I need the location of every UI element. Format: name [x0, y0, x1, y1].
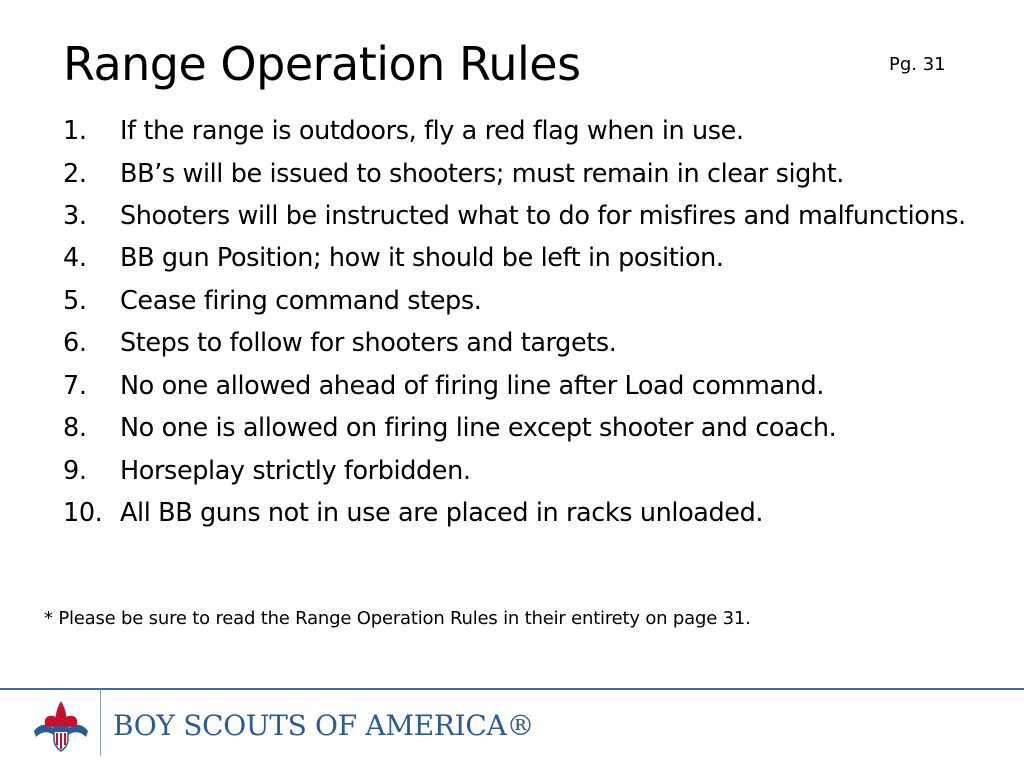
- rule-item: [63, 457, 983, 486]
- rule-text: Horseplay strictly forbidden.: [120, 455, 471, 486]
- rule-number: 4.: [63, 243, 87, 273]
- rule-item: [63, 117, 983, 146]
- rule-text: Cease firing command steps.: [120, 285, 482, 316]
- fleur-de-lis-emblem-icon: [30, 697, 92, 757]
- rule-text: BB gun Position; how it should be left in position.: [120, 243, 724, 273]
- rule-text: Shooters will be instructed what to do for misfires and malfunctions.: [120, 201, 966, 231]
- rule-number: 8.: [63, 413, 87, 443]
- rule-item: [63, 287, 983, 316]
- rule-number: 5.: [63, 285, 87, 316]
- brand-wordmark: BOY SCOUTS OF AMERICA®: [113, 709, 535, 742]
- rule-item: [63, 160, 983, 189]
- rule-item: [63, 202, 983, 231]
- rule-text: BB’s will be issued to shooters; must remain in clear sight.: [120, 158, 844, 189]
- footer-divider: [100, 690, 101, 756]
- rule-item: [63, 499, 983, 528]
- rule-text: No one is allowed on firing line except shooter and coach.: [120, 413, 837, 443]
- rule-number: 6.: [63, 328, 87, 358]
- footnote: * Please be sure to read the Range Operation Rules in their entirety on page 31.: [44, 608, 751, 629]
- rule-number: 2.: [63, 158, 87, 189]
- rule-text: If the range is outdoors, fly a red flag when in use.: [120, 116, 744, 146]
- rule-text: No one allowed ahead of firing line after Load command.: [120, 370, 824, 401]
- rule-number: 9.: [63, 455, 87, 486]
- rule-item: [63, 372, 983, 401]
- page-reference: Pg. 31: [889, 54, 946, 75]
- rule-number: 7.: [63, 370, 87, 401]
- rule-item: [63, 414, 983, 443]
- rule-item: [63, 329, 983, 358]
- footer-rule: [0, 688, 1024, 690]
- rules-list: [63, 117, 983, 542]
- rule-item: [63, 244, 983, 273]
- rule-text: Steps to follow for shooters and targets.: [120, 328, 617, 358]
- rule-number: 10.: [63, 498, 103, 528]
- rule-text: All BB guns not in use are placed in racks unloaded.: [120, 498, 764, 528]
- rule-number: 3.: [63, 201, 87, 231]
- slide-title: Range Operation Rules: [63, 37, 581, 91]
- rule-number: 1.: [63, 116, 87, 146]
